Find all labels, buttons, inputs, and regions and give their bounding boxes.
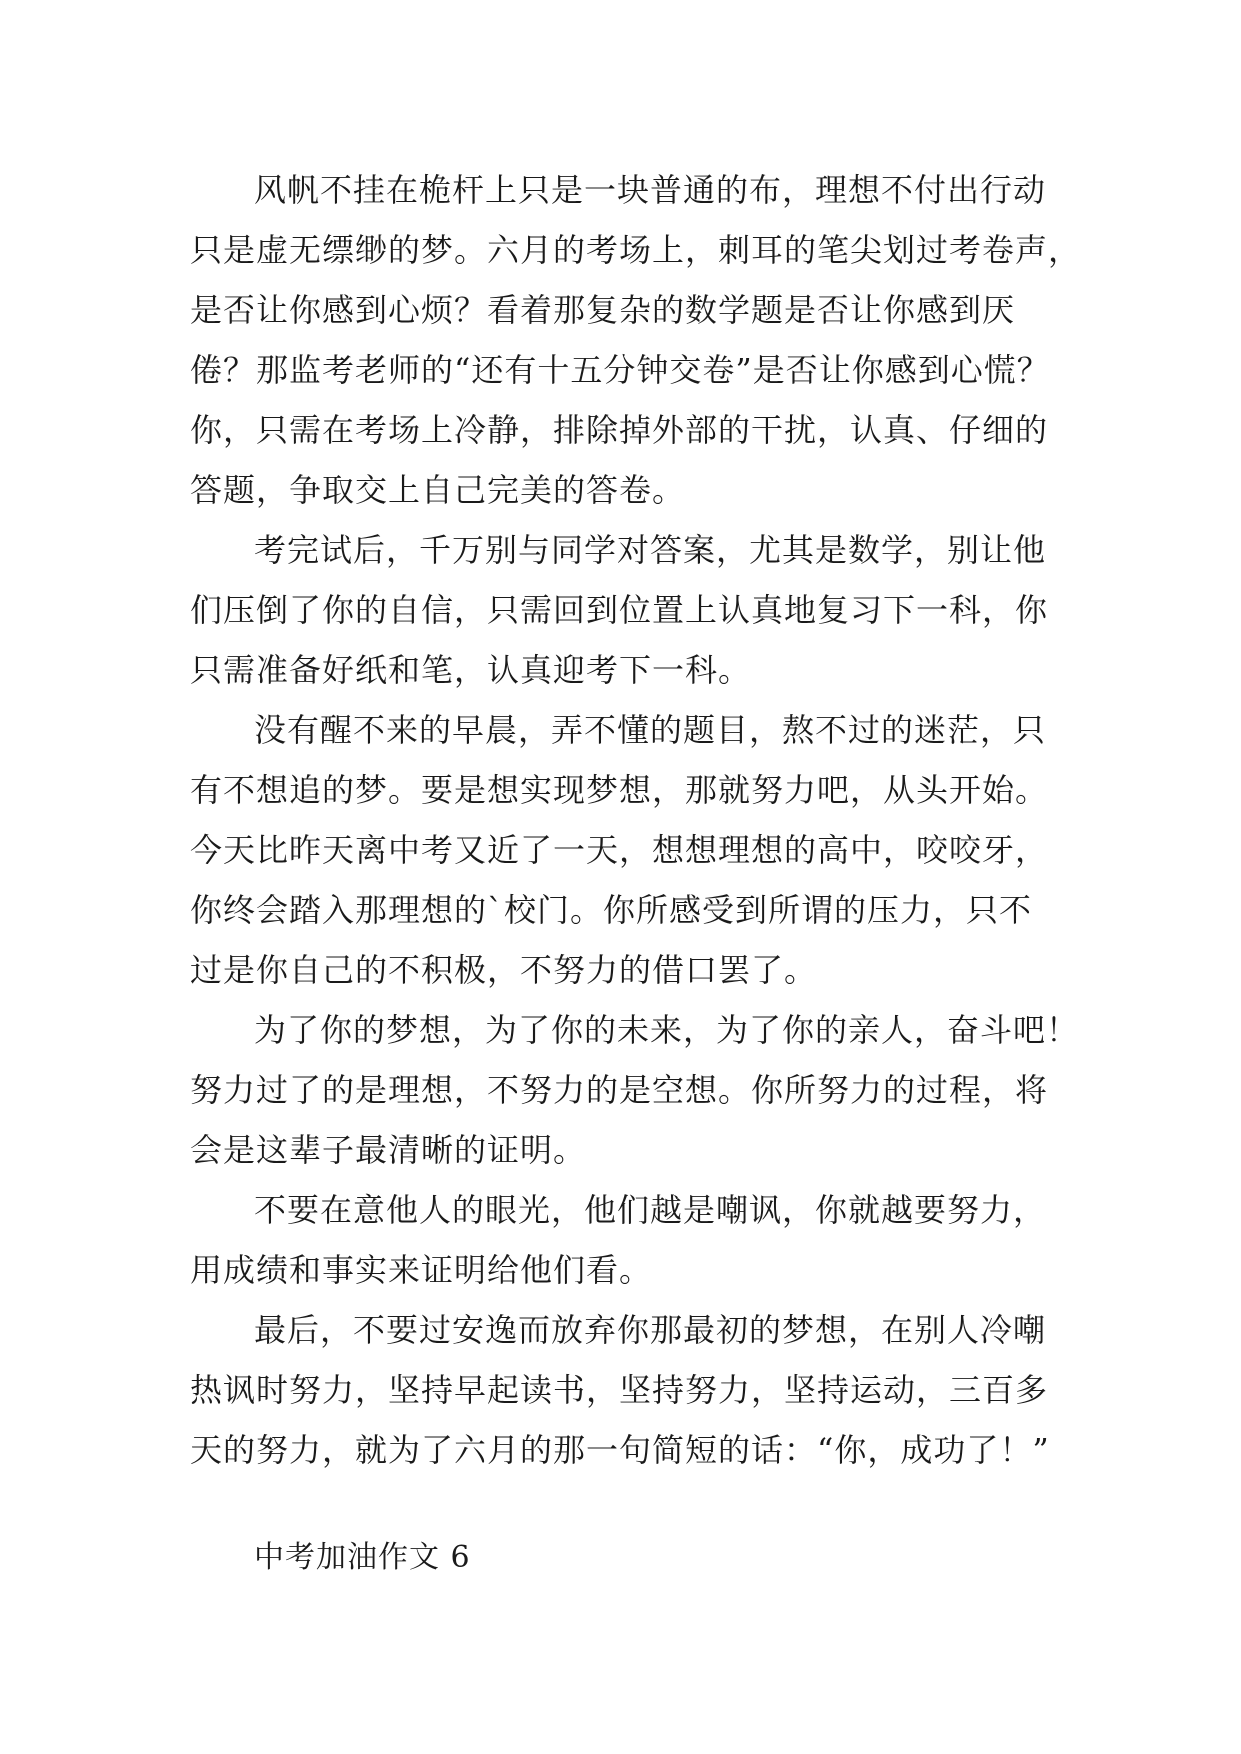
text-line: 倦？那监考老师的“还有十五分钟交卷”是否让你感到心慌？ xyxy=(190,351,1050,389)
paragraph-6 xyxy=(190,1300,1060,1480)
text-line: 努力过了的是理想，不努力的是空想。你所努力的过程，将 xyxy=(190,1071,1049,1109)
text-line: 你，只需在考场上冷静，排除掉外部的干扰，认真、仔细的 xyxy=(190,411,1049,449)
text-line: 用成绩和事实来证明给他们看。 xyxy=(190,1251,653,1289)
text-line: 今天比昨天离中考又近了一天，想想理想的高中，咬咬牙， xyxy=(190,831,1049,869)
text-line: 你终会踏入那理想的`校门。你所感受到所谓的压力，只不 xyxy=(190,891,1033,929)
text-line: 过是你自己的不积极，不努力的借口罢了。 xyxy=(190,951,818,989)
text-line: 风帆不挂在桅杆上只是一块普通的布，理想不付出行动 xyxy=(254,171,1047,209)
text-line: 为了你的梦想，为了你的未来，为了你的亲人，奋斗吧！ xyxy=(254,1011,1080,1049)
paragraph-4 xyxy=(190,1000,1080,1180)
text-line: 天的努力，就为了六月的那一句简短的话：“你，成功了！” xyxy=(190,1431,1050,1469)
text-line: 们压倒了你的自信，只需回到位置上认真地复习下一科，你 xyxy=(190,591,1049,629)
paragraph-5 xyxy=(190,1180,1060,1300)
text-line: 答题，争取交上自己完美的答卷。 xyxy=(190,471,686,509)
paragraph-1 xyxy=(190,160,1082,520)
text-line: 是否让你感到心烦？看着那复杂的数学题是否让你感到厌 xyxy=(190,291,1016,329)
paragraph-2 xyxy=(190,520,1060,700)
text-line: 最后，不要过安逸而放弃你那最初的梦想，在别人冷嘲 xyxy=(254,1311,1047,1349)
essay-body xyxy=(190,160,1082,1480)
text-line: 不要在意他人的眼光，他们越是嘲讽，你就越要努力， xyxy=(254,1191,1047,1229)
text-line: 只是虚无缥缈的梦。六月的考场上，刺耳的笔尖划过考卷声， xyxy=(190,231,1082,269)
text-line: 热讽时努力，坚持早起读书，坚持努力，坚持运动，三百多 xyxy=(190,1371,1049,1409)
paragraph-3 xyxy=(190,700,1060,1000)
text-line: 有不想追的梦。要是想实现梦想，那就努力吧，从头开始。 xyxy=(190,771,1049,809)
text-line: 考完试后，千万别与同学对答案，尤其是数学，别让他 xyxy=(254,531,1047,569)
section-heading: 中考加油作文 6 xyxy=(254,1540,471,1575)
text-line: 会是这辈子最清晰的证明。 xyxy=(190,1131,587,1169)
text-line: 只需准备好纸和笔，认真迎考下一科。 xyxy=(190,651,752,689)
text-line: 没有醒不来的早晨，弄不懂的题目，熬不过的迷茫，只 xyxy=(254,711,1047,749)
